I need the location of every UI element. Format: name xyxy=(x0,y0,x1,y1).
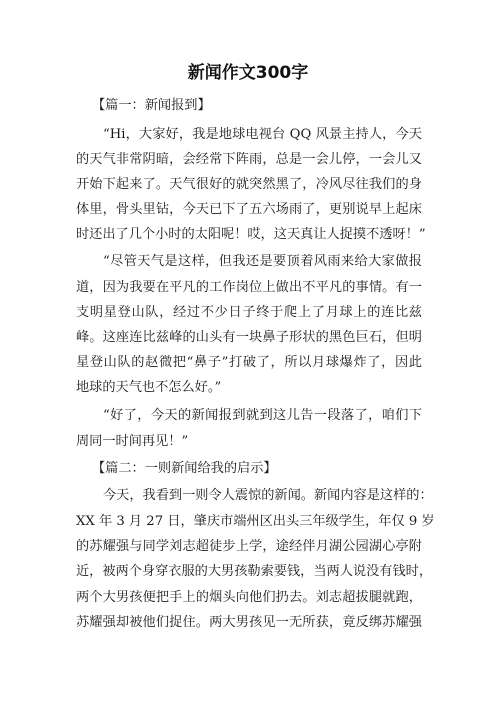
section-heading-2: 【篇二：一则新闻给我的启示】 xyxy=(92,461,277,476)
paragraph-line: “尽管天气是这样，但我还是要顶着风雨来给大家做报 xyxy=(103,254,422,269)
paragraph-line: XX 年 3 月 27 日，肇庆市端州区出头三年级学生，年仅 9 岁 xyxy=(76,514,435,529)
paragraph-line: 的天气非常阴暗，会经常下阵雨，总是一会儿停，一会儿又 xyxy=(76,152,422,167)
paragraph-line: 两个大男孩便把手上的烟头向他们扔去。刘志超拔腿就跑， xyxy=(76,590,422,605)
paragraph-line: 开始下起来了。天气很好的就突然黑了，冷风尽往我们的身 xyxy=(76,177,422,192)
paragraph-line: 今天，我看到一则令人震惊的新闻。新闻内容是这样的： xyxy=(103,488,433,503)
paragraph-line: “Hi，大家好，我是地球电视台 QQ 风景主持人，今天 xyxy=(103,127,422,142)
paragraph-line: 近，被两个身穿衣服的大男孩勒索要钱，当两人说没有钱时， xyxy=(76,564,433,579)
paragraph-line: 星登山队的赵微把“鼻子”打破了，所以月球爆炸了，因此 xyxy=(76,355,422,370)
paragraph-line: 道，因为我要在平凡的工作岗位上做出不平凡的事情。有一 xyxy=(76,280,422,295)
paragraph-line: 时还出了几个小时的太阳呢！哎，这天真让人捉摸不透呀！” xyxy=(76,227,426,242)
section-heading-1: 【篇一：新闻报到】 xyxy=(92,98,211,113)
paragraph-line: 支明星登山队，经过不少日子终于爬上了月球上的连比兹 xyxy=(76,305,422,320)
paragraph-line: 周同一时间再见！” xyxy=(76,434,189,449)
paragraph-line: 地球的天气也不怎么好。” xyxy=(76,380,222,395)
paragraph-line: 峰。这座连比兹峰的山头有一块鼻子形状的黑色巨石，但明 xyxy=(76,330,422,345)
paragraph-line: 体里，骨头里钻，今天已下了五六场雨了，更别说早上起床 xyxy=(76,202,422,217)
paragraph-line: 的苏耀强与同学刘志超徒步上学，途经伴月湖公园湖心亭附 xyxy=(76,539,422,554)
paragraph-line: 苏耀强却被他们捉住。两大男孩见一无所获，竟反绑苏耀强 xyxy=(76,615,422,630)
paragraph-line: “好了，今天的新闻报到就到这儿告一段落了，咱们下 xyxy=(103,408,422,423)
document-title: 新闻作文300字 xyxy=(187,63,309,83)
